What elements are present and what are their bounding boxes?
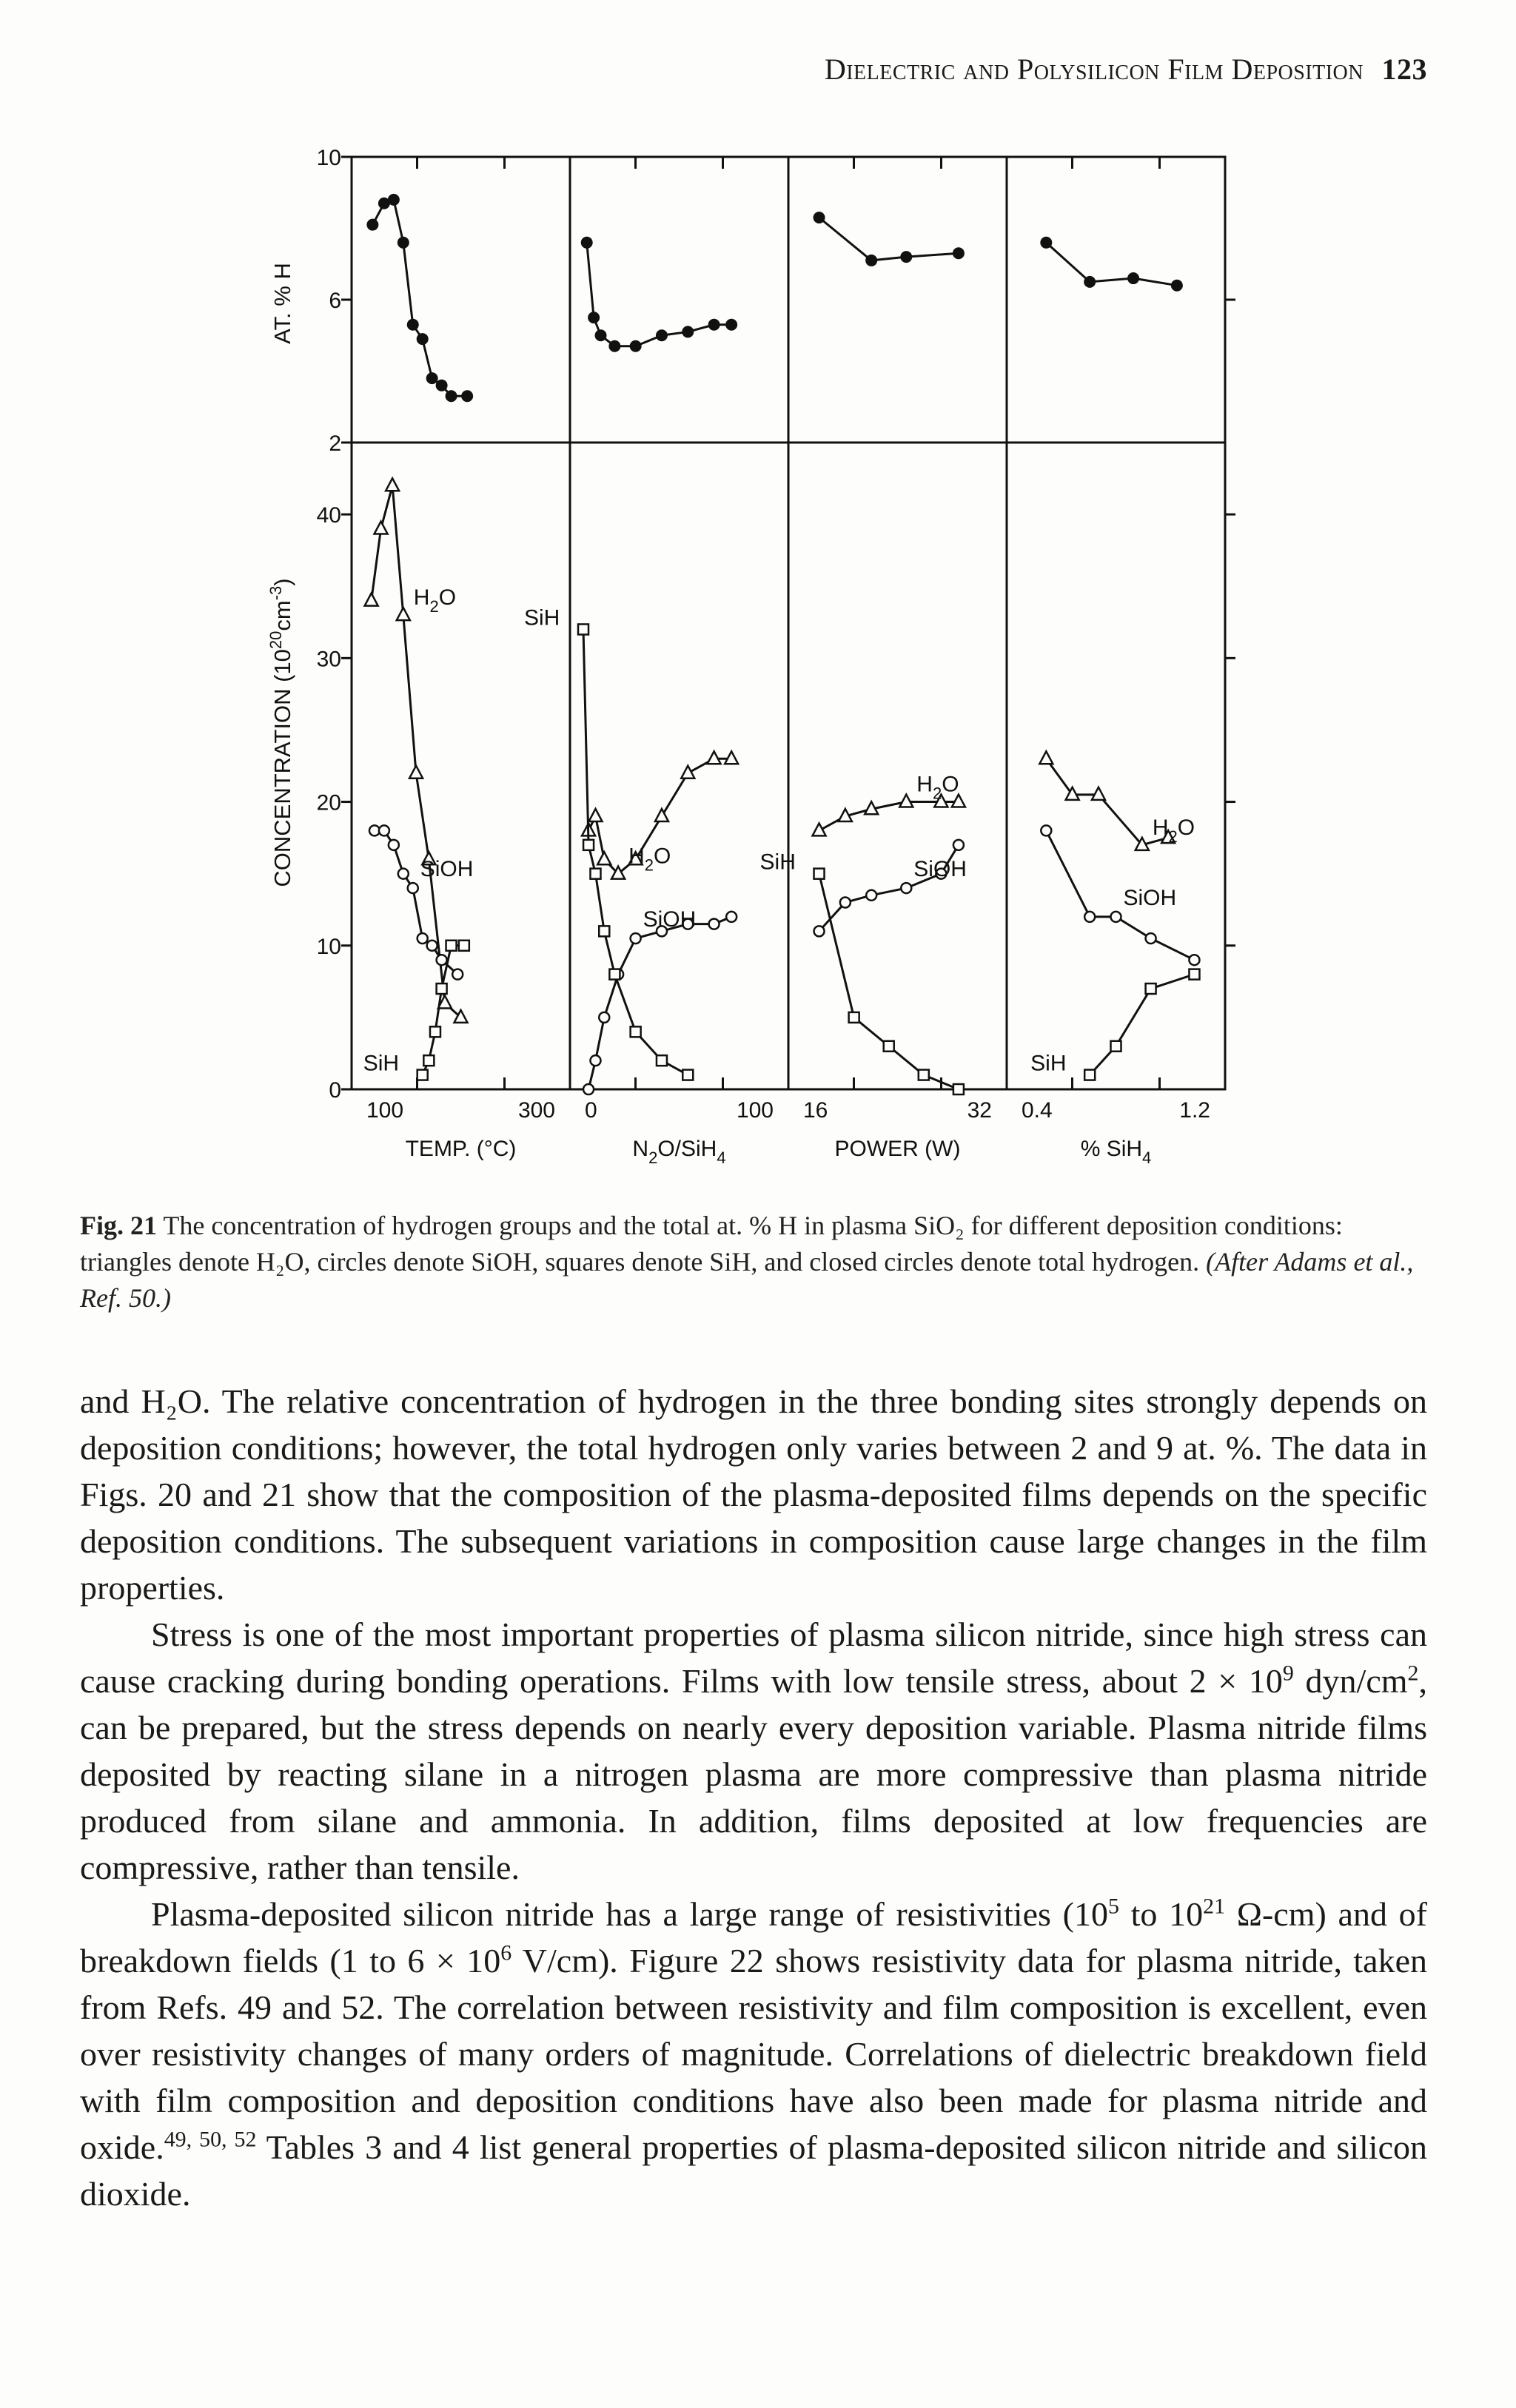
- data-point-sioh: [840, 898, 851, 908]
- series-line-h2o: [372, 485, 461, 1018]
- bottom-y-tick-label: 20: [316, 790, 341, 815]
- data-point-h2o: [681, 766, 694, 778]
- top-y-tick-label: 6: [329, 289, 341, 313]
- data-point-sioh: [1189, 955, 1199, 965]
- bottom-y-tick-label: 10: [316, 934, 341, 959]
- x-tick-label: 100: [736, 1098, 774, 1123]
- series-line-sih: [819, 874, 959, 1089]
- bottom-y-axis-label: CONCENTRATION $(10^{20}cm^{-3})$: [266, 578, 295, 887]
- page-number: 123: [1381, 53, 1427, 86]
- data-point-total: [581, 237, 593, 249]
- series-line-sioh: [375, 830, 457, 974]
- data-point-sioh: [709, 919, 720, 929]
- x-tick-label: 16: [803, 1098, 828, 1123]
- data-point-sioh: [452, 969, 463, 980]
- data-point-sioh: [417, 933, 428, 944]
- series-line-h2o: [1046, 759, 1168, 845]
- data-point-sih: [599, 926, 609, 936]
- data-point-total: [1171, 280, 1183, 292]
- data-point-total: [388, 194, 400, 206]
- data-point-sioh: [389, 840, 399, 850]
- data-point-total: [366, 219, 378, 231]
- label-h2o: $H_2O$: [413, 585, 457, 616]
- data-point-sih: [446, 941, 457, 951]
- data-point-total: [608, 340, 620, 352]
- data-point-h2o: [655, 809, 668, 821]
- data-point-h2o: [597, 852, 611, 864]
- label-sioh: SiOH: [643, 907, 697, 932]
- data-point-total: [398, 237, 409, 249]
- x-axis-label: POWER (W): [834, 1137, 961, 1161]
- data-point-sioh: [427, 941, 437, 951]
- data-point-sioh: [814, 926, 825, 936]
- data-point-sih: [437, 983, 447, 994]
- data-point-sih: [1189, 969, 1199, 980]
- data-point-sih: [1111, 1041, 1121, 1052]
- data-point-sih: [682, 1070, 693, 1080]
- bottom-y-tick-label: 30: [316, 647, 341, 672]
- data-point-h2o: [386, 478, 399, 491]
- data-point-sih: [417, 1070, 428, 1080]
- label-h2o: $H_2O$: [916, 772, 959, 803]
- label-h2o: $H_2O$: [1152, 815, 1195, 846]
- data-point-h2o: [1039, 751, 1053, 764]
- data-point-h2o: [409, 766, 423, 778]
- data-point-sioh: [379, 825, 389, 835]
- data-point-total: [814, 212, 825, 223]
- x-axis-label: % SiH$_4$: [1080, 1137, 1152, 1167]
- data-point-total: [1084, 276, 1096, 288]
- data-point-sih: [657, 1055, 667, 1066]
- data-point-total: [682, 326, 694, 337]
- data-point-total: [417, 333, 429, 345]
- data-point-sioh: [1146, 933, 1156, 944]
- data-point-sioh: [599, 1012, 609, 1023]
- data-point-sih: [814, 869, 825, 879]
- x-tick-label: 300: [517, 1098, 555, 1123]
- series-line-total-hydrogen: [819, 218, 959, 260]
- label-sih: SiH: [759, 850, 796, 875]
- data-point-sih: [430, 1026, 440, 1037]
- data-point-total: [1127, 272, 1139, 284]
- data-point-sioh: [631, 933, 641, 944]
- data-point-sioh: [408, 883, 418, 893]
- x-tick-label: 0: [585, 1098, 597, 1123]
- label-h2o: $H_2O$: [628, 844, 671, 875]
- plot-layer: [317, 146, 1235, 1167]
- series-line-total-hydrogen: [372, 200, 467, 396]
- data-point-sioh: [1041, 825, 1051, 835]
- x-tick-label: 0.4: [1022, 1098, 1053, 1123]
- x-tick-label: 100: [366, 1098, 404, 1123]
- label-sih: SiH: [524, 605, 560, 630]
- x-tick-label: 32: [967, 1098, 992, 1123]
- data-point-total: [436, 380, 448, 391]
- data-point-total: [461, 390, 473, 402]
- data-point-sih: [849, 1012, 859, 1023]
- data-point-total: [708, 319, 720, 331]
- data-point-sih: [459, 941, 469, 951]
- data-point-sih: [590, 869, 600, 879]
- x-axis-label: $N_2O/SiH_4$: [632, 1137, 726, 1167]
- paragraph-1: and H₂O. The relative concentration of hydrogen in the three bonding sites strongly depends on deposition conditions; however, the total hydrogen only varies between 2 and 9 at. %. The data in Figs. 20 and 21 show that the composition of the plasma-deposited films depends on the specific deposition conditions. The subsequent variations in composition cause large changes in the film properties.: [80, 1382, 1427, 1607]
- data-point-sih: [884, 1041, 894, 1052]
- top-y-tick-label: 10: [316, 146, 341, 170]
- data-point-h2o: [375, 522, 388, 534]
- data-point-h2o: [813, 823, 826, 835]
- data-point-sioh: [1111, 912, 1121, 922]
- x-tick-label: 1.2: [1179, 1098, 1210, 1123]
- running-title: Dielectric and Polysilicon Film Deposition: [824, 53, 1364, 86]
- data-point-sioh: [583, 1084, 594, 1094]
- data-point-sioh: [726, 912, 737, 922]
- data-point-sioh: [590, 1055, 600, 1066]
- data-point-sih: [631, 1026, 641, 1037]
- figure-caption: [80, 1208, 1427, 1316]
- data-point-total: [630, 340, 642, 352]
- data-point-sih: [423, 1055, 434, 1066]
- data-point-sih: [583, 840, 594, 850]
- data-point-h2o: [397, 608, 410, 620]
- label-sioh: SiOH: [913, 857, 967, 882]
- figure-21: [0, 0, 1516, 1199]
- data-point-h2o: [588, 809, 602, 821]
- data-point-sioh: [437, 955, 447, 965]
- data-point-total: [588, 312, 600, 323]
- data-point-total: [953, 247, 965, 259]
- paragraph-3: Plasma-deposited silicon nitride has a large range of resistivities ($10^5$ to $10^{21}$ Ω-cm) and of breakdown fields (1 to $6 \times 10^6$ V/cm). Figure 22 shows resistivity data for plasma nitride, taken from Refs. 49 and 52. The correlation between resistivity and film composition is excellent, even over resistivity changes of many orders of magnitude. Correlations of dielectric breakdown field with film composition and deposition conditions have also been made for plasma nitride and oxide.$^{49, 50, 52}$ Tables 3 and 4 list general properties of plasma-deposited silicon nitride and silicon dioxide.: [80, 1894, 1427, 2213]
- caption-reference: (After Adams et al., Ref. 50.): [80, 1247, 1414, 1313]
- data-point-sih: [1084, 1070, 1095, 1080]
- label-sih: SiH: [1030, 1051, 1067, 1076]
- x-axis-label: TEMP. (°C): [405, 1137, 517, 1161]
- data-point-sioh: [901, 883, 911, 893]
- data-point-sioh: [866, 890, 876, 901]
- data-point-sih: [953, 1084, 964, 1094]
- caption-label: Fig. 21: [80, 1211, 157, 1240]
- body-text: [80, 1378, 1427, 2217]
- caption-text: The concentration of hydrogen groups and the total at. % H in plasma SiO₂ for different deposition conditions: triangles denote H₂O, circles denote SiOH, squares denote SiH, and closed circles denote total hydrogen.: [80, 1211, 1343, 1277]
- data-point-total: [595, 329, 607, 341]
- label-sih: SiH: [363, 1051, 400, 1076]
- data-point-sioh: [1084, 912, 1095, 922]
- label-sioh: SiOH: [1123, 885, 1177, 910]
- top-y-tick-label: 2: [329, 431, 341, 456]
- series-line-sih: [1090, 975, 1194, 1075]
- data-point-total: [865, 255, 877, 266]
- data-point-sih: [1146, 983, 1156, 994]
- data-point-total: [426, 372, 438, 384]
- bottom-y-tick-label: 0: [329, 1078, 341, 1103]
- paragraph-2: Stress is one of the most important properties of plasma silicon nitride, since high stress can cause cracking during bonding operations. Films with low tensile stress, about $2 \times 10^9$ dyn/$cm^2$, can be prepared, but the stress depends on nearly every deposition variable. Plasma nitride films deposited by reacting silane in a nitrogen plasma are more compressive than plasma nitride produced from silane and ammonia. In addition, films deposited at low frequencies are compressive, rather than tensile.: [80, 1615, 1427, 1886]
- data-point-total: [900, 251, 912, 263]
- data-point-h2o: [365, 593, 378, 606]
- data-point-total: [407, 319, 419, 331]
- data-point-total: [1040, 237, 1052, 249]
- data-point-sih: [578, 624, 588, 634]
- data-point-sioh: [398, 869, 409, 879]
- label-sioh: SiOH: [420, 857, 474, 882]
- series-line-total-hydrogen: [1046, 243, 1177, 286]
- data-point-total: [446, 390, 457, 402]
- data-point-total: [725, 319, 737, 331]
- data-point-sih: [609, 969, 620, 980]
- data-point-total: [656, 329, 668, 341]
- data-point-sih: [919, 1070, 929, 1080]
- data-point-sioh: [953, 840, 964, 850]
- bottom-y-tick-label: 40: [316, 503, 341, 528]
- top-y-axis-label: AT. % H: [269, 263, 295, 344]
